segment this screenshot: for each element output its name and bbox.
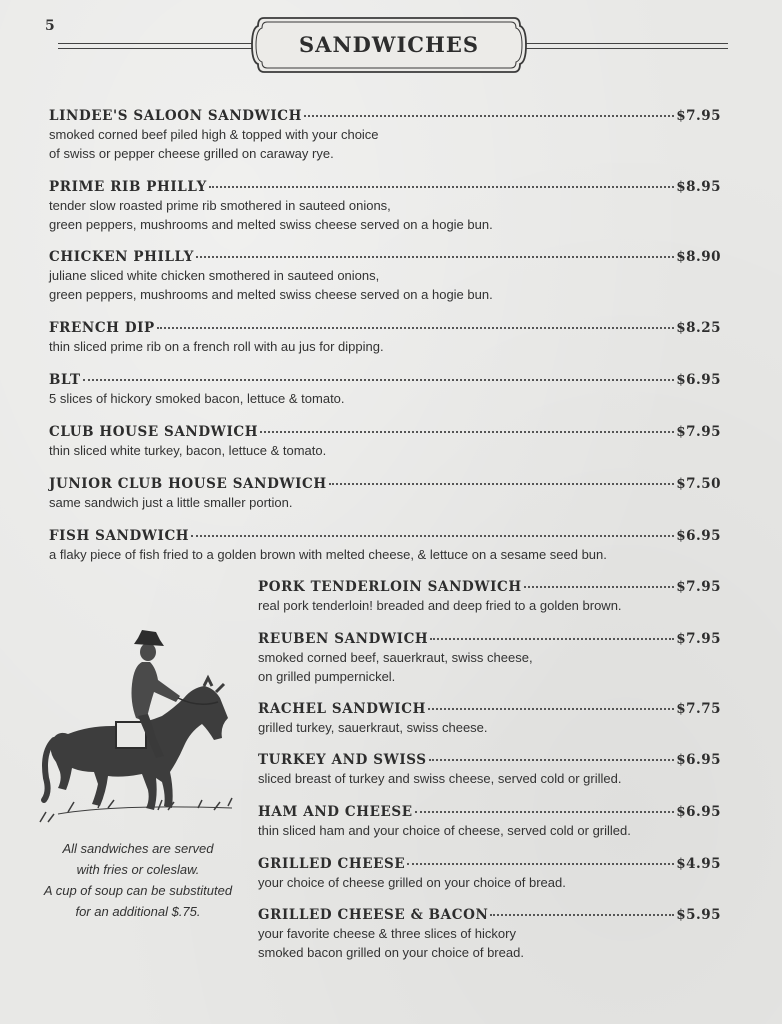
item-price: $8.25 [676, 320, 721, 336]
dot-leader [415, 809, 675, 813]
footnote-line: A cup of soup can be substituted [43, 883, 233, 898]
footnote [32, 838, 244, 922]
header-rule-right [524, 43, 728, 49]
item-name: PRIME RIB PHILLY [49, 179, 207, 195]
dot-leader [304, 113, 674, 117]
item-price: $7.95 [676, 579, 721, 595]
item-description [49, 125, 721, 163]
item-price: $7.50 [676, 476, 721, 492]
item-price: $8.95 [676, 179, 721, 195]
description-line: green peppers, mushrooms and melted swiss cheese served on a hogie bun. [49, 217, 493, 232]
dot-leader [430, 636, 674, 640]
item-name: CHICKEN PHILLY [49, 249, 195, 265]
item-name: GRILLED CHEESE [258, 856, 406, 872]
item-description [49, 266, 721, 304]
section-title-plate [250, 16, 528, 74]
section-title: SANDWICHES [299, 32, 479, 57]
dot-leader [329, 481, 674, 485]
item-description [258, 821, 721, 840]
menu-item [49, 372, 721, 408]
header-rule-left [58, 43, 258, 49]
item-price: $6.95 [676, 804, 721, 820]
item-price: $7.75 [676, 701, 721, 717]
description-line: smoked corned beef, sauerkraut, swiss cheese, [258, 650, 533, 665]
dot-leader [428, 706, 674, 710]
item-description [258, 769, 721, 788]
description-line: green peppers, mushrooms and melted swiss cheese served on a hogie bun. [49, 287, 493, 302]
menu-item [49, 424, 721, 460]
item-name: JUNIOR CLUB HOUSE SANDWICH [49, 476, 327, 492]
description-line: 5 slices of hickory smoked bacon, lettuce & tomato. [49, 391, 345, 406]
description-line: a flaky piece of fish fried to a golden brown with melted cheese, & lettuce on a sesame seed bun. [49, 547, 607, 562]
item-name: PORK TENDERLOIN SANDWICH [258, 579, 522, 595]
menu-item [49, 249, 721, 304]
menu-item [258, 856, 721, 892]
menu-item [258, 579, 721, 615]
item-price: $6.95 [676, 528, 721, 544]
item-description [49, 493, 721, 512]
menu-item [49, 108, 721, 163]
description-line: same sandwich just a little smaller portion. [49, 495, 293, 510]
item-description [258, 924, 721, 962]
menu-item [258, 752, 721, 788]
item-description [49, 441, 721, 460]
item-description [49, 337, 721, 356]
item-name: BLT [49, 372, 81, 388]
item-description [258, 873, 721, 892]
item-price: $7.95 [676, 631, 721, 647]
menu-item [49, 476, 721, 512]
page-number: 5 [45, 18, 55, 34]
item-description [258, 648, 721, 686]
item-price: $6.95 [676, 752, 721, 768]
description-line: thin sliced white turkey, bacon, lettuce & tomato. [49, 443, 327, 458]
description-line: grilled turkey, sauerkraut, swiss cheese. [258, 720, 488, 735]
item-price: $7.95 [676, 424, 721, 440]
item-description [49, 196, 721, 234]
dot-leader [157, 325, 674, 329]
menu-item [49, 320, 721, 356]
menu-item [258, 631, 721, 686]
item-description [49, 389, 721, 408]
item-name: HAM AND CHEESE [258, 804, 413, 820]
item-description [258, 718, 721, 737]
dot-leader [407, 861, 674, 865]
item-name: CLUB HOUSE SANDWICH [49, 424, 259, 440]
menu-item [258, 804, 721, 840]
dot-leader [429, 757, 675, 761]
item-price: $6.95 [676, 372, 721, 388]
item-name: GRILLED CHEESE & BACON [258, 907, 489, 923]
dot-leader [209, 184, 674, 188]
item-name: FISH SANDWICH [49, 528, 190, 544]
item-name: LINDEE'S SALOON SANDWICH [49, 108, 302, 124]
item-name: TURKEY AND SWISS [258, 752, 427, 768]
dot-leader [83, 377, 675, 381]
cowboy-on-horse-icon [38, 622, 234, 832]
description-line: juliane sliced white chicken smothered in sauteed onions, [49, 268, 380, 283]
item-description [49, 545, 721, 564]
dot-leader [524, 584, 675, 588]
menu-item [49, 179, 721, 234]
item-name: RACHEL SANDWICH [258, 701, 426, 717]
item-price: $4.95 [676, 856, 721, 872]
menu-item [258, 907, 721, 962]
description-line: your choice of cheese grilled on your choice of bread. [258, 875, 566, 890]
description-line: real pork tenderloin! breaded and deep fried to a golden brown. [258, 598, 622, 613]
menu-item [258, 701, 721, 737]
item-name: FRENCH DIP [49, 320, 155, 336]
footnote-line: with fries or coleslaw. [76, 862, 200, 877]
item-price: $8.90 [676, 249, 721, 265]
description-line: your favorite cheese & three slices of hickory [258, 926, 516, 941]
dot-leader [196, 254, 674, 258]
item-price: $5.95 [676, 907, 721, 923]
description-line: smoked corned beef piled high & topped with your choice [49, 127, 379, 142]
description-line: on grilled pumpernickel. [258, 669, 396, 684]
item-price: $7.95 [676, 108, 721, 124]
dot-leader [260, 429, 674, 433]
dot-leader [191, 533, 674, 537]
item-name: REUBEN SANDWICH [258, 631, 429, 647]
description-line: of swiss or pepper cheese grilled on caraway rye. [49, 146, 334, 161]
description-line: thin sliced prime rib on a french roll with au jus for dipping. [49, 339, 384, 354]
description-line: sliced breast of turkey and swiss cheese, served cold or grilled. [258, 771, 622, 786]
dot-leader [490, 912, 674, 916]
footnote-line: All sandwiches are served [62, 841, 214, 856]
description-line: thin sliced ham and your choice of cheese, served cold or grilled. [258, 823, 631, 838]
description-line: tender slow roasted prime rib smothered in sauteed onions, [49, 198, 391, 213]
footnote-line: for an additional $.75. [75, 904, 201, 919]
menu-item [49, 528, 721, 564]
description-line: smoked bacon grilled on your choice of bread. [258, 945, 524, 960]
item-description [258, 596, 721, 615]
